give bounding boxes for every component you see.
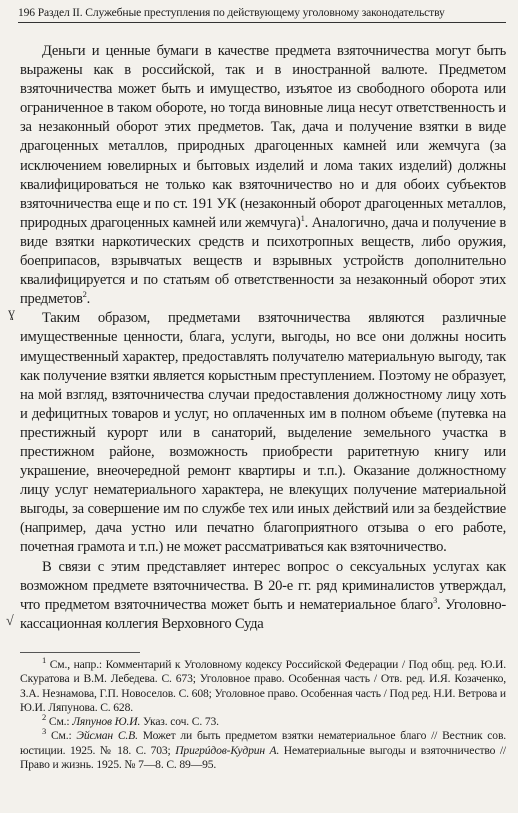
pen-mark-icon: ɣ — [8, 306, 15, 321]
footnote-separator — [20, 652, 140, 653]
footnote-ref: 2 — [82, 289, 87, 300]
footnote: $^3$ См.: Эйсман С.В. Может ли быть предметом взятки нематериальное благо // Вестник сов. юстиции. 1925. № 18. С. 703; Пригрúдов-Кудрин А. Нематериальные выгоды и взяточничество // Право и жизнь. 1925. № 7—8. С. 89—95. — [20, 726, 507, 772]
footnote-ref: 3 — [432, 594, 437, 605]
paragraph: В связи с этим представляет интерес вопрос о сексуальных услугах как возможном предмете взяточничества. В 20-е гг. ряд криминалистов утверждал, что предметом взяточничества может быть и нематериальное благо$^3$. Уголовно-кассационная коллегия Верховного Суда — [20, 558, 506, 632]
running-header — [18, 6, 506, 20]
footnote: $^1$ См., напр.: Комментарий к Уголовному кодексу Российской Федерации / Под общ. ред. Ю.И. Скуратова и В.М. Лебедева. С. 673; Уголовное право. Особенная часть / Отв. ред. И.Я. Козаченко, З.А. Незнамова, Г.П. Новоселов. С. 608; Уголовное право. Особенная часть / Под ред. Н.И. Ветрова и Ю.И. Ляпунова. С. 628. — [20, 655, 506, 714]
running-title: Раздел II. Служебные преступления по действующему уголовному законодательству — [37, 6, 445, 19]
header-rule — [18, 22, 506, 23]
main-text — [20, 42, 506, 634]
footnotes — [20, 655, 507, 772]
paragraph: Таким образом, предметами взяточничества являются различные имущественные ценности, блага, услуги, выгоды, но все они должны носить имущественный характер, предоставлять получателю материальную выгоду, так как получение взятки является корыстным преступлением. Поэтому не образует, на мой взгляд, взяточничества случаи предоставления должностному лицу хоть и дефицитных товаров и услуг, но оплаченных им в полном объеме (путевка на престижный курорт или в санаторий, выделение земельного участка в престижном районе, возможность приобрести раритетную книгу или украшение, внеочередной ремонт квартиры и т.п.). Оказание должностному лицу услуг нематериального характера, не влекущих получение материальной выгоды, за совершение им по службе тех или иных действий или за бездействие (например, дача устно или печатно благоприятного отзыва о его работе, почетная грамота и т.п.) не может рассматриваться как взяточничество. — [20, 310, 506, 556]
footnote-ref: 1 — [300, 212, 305, 223]
pen-mark-icon: √ — [6, 614, 14, 629]
footnote: $^2$ См.: Ляпунов Ю.И. Указ. соч. С. 73. — [42, 712, 219, 729]
paragraph: Деньги и ценные бумаги в качестве предмета взяточничества могут быть выражены как в российской, так и в иностранной валюте. Предметом взяточничества может быть и имущество, изъятое из свободного оборота или ограниченное в таком обороте, но тогда виновные лица несут ответственность и за незаконный оборот этих предметов. Так, дача и получение взятки в виде драгоценных металлов, природных драгоценных камней или жемчуга (за исключением ювелирных и бытовых изделий и лома таких изделий) должны квалифицироваться не только как взяточничество но и для обоих субъектов взяточничества еще и по ст. 191 УК (незаконный оборот драгоценных металлов, природных драгоценных камней или жемчуга)$^1$. Аналогично, дача и получение в виде взятки наркотических средств и психотропных веществ, либо оружия, боеприпасов, взрывчатых веществ и взрывных устройств дополнительно квалифицируется и по статьям об ответственности за незаконный оборот этих предметов$^2$. — [20, 43, 507, 308]
page-number: 196 — [18, 6, 35, 19]
